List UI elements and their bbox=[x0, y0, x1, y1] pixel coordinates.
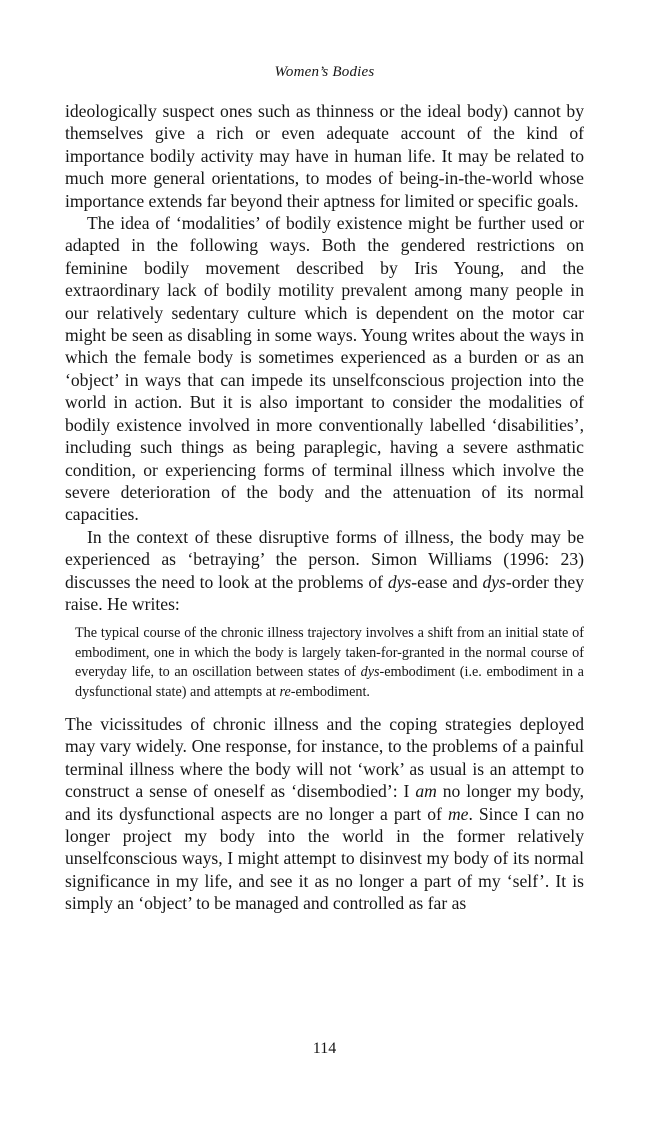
paragraph-3-text-b: -ease and bbox=[411, 571, 483, 592]
emphasis-dys-ease: dys bbox=[387, 571, 412, 592]
paragraph-3 bbox=[65, 526, 584, 616]
paragraph-4-text-a: The vicissitudes of chronic illness and the coping strategies deployed may vary widely. One response, for instance, to the problems of a painful terminal illness where the body will not ‘work’ as usual is an attempt to construct a sense of oneself as ‘disembodied’: I bbox=[65, 713, 584, 802]
emphasis-dys-embodiment: dys bbox=[360, 664, 380, 681]
paragraph-3-text-c: -order they raise. He writes: bbox=[65, 571, 584, 614]
quote-text-a: The typical course of the chronic illness trajectory involves a shift from an initial state of embodiment, one in which the body is largely taken-for-granted in the normal course of everyday life, to an oscillation between states of bbox=[75, 625, 584, 681]
paragraph-4-text-b: no longer my body, and its dysfunctional aspects are no longer a part of bbox=[65, 781, 584, 824]
paragraph-1: ideologically suspect ones such as thinness or the ideal body) cannot by themselves give a rich or even adequate account of the kind of importance bodily activity may have in human life. It may be related to much more general orientations, to modes of being-in-the-world whose importance extends far beyond their aptness for limited or specific goals. bbox=[65, 101, 584, 211]
running-head: Women’s Bodies bbox=[274, 64, 375, 80]
quote-text-c: -embodiment. bbox=[290, 683, 370, 700]
emphasis-am: am bbox=[415, 781, 437, 802]
paragraph-3-text-a: In the context of these disruptive forms of illness, the body may be experienced as ‘betraying’ the person. Simon Williams (1996: 23) discusses the need to look at the problems of bbox=[65, 526, 584, 592]
emphasis-dys-order: dys bbox=[482, 571, 506, 592]
paragraph-4-text-c: . Since I can no longer project my body into the world in the former relatively unselfconscious ways, I might attempt to disinvest my body of its normal significance in my life, and see it as no longer a part of my ‘self’. It is simply an ‘object’ to be managed and controlled as far as bbox=[65, 803, 585, 914]
quote-text-b: -embodiment (i.e. embodiment in a dysfunctional state) and attempts at bbox=[75, 664, 584, 700]
body-text bbox=[65, 100, 584, 915]
block-quote bbox=[75, 624, 584, 702]
paragraph-2: The idea of ‘modalities’ of bodily existence might be further used or adapted in the following ways. Both the gendered restrictions on feminine bodily movement described by Iris Young, and the extraordinary lack of bodily motility prevalent among many people in our relatively sedentary culture which is dependent on the motor car might be seen as disabling in some ways. Young writes about the ways in which the female body is sometimes experienced as a burden or as an ‘object’ in ways that can impede its unselfconscious projection into the world in action. But it is also important to consider the modalities of bodily existence involved in more conventionally labelled ‘disabilities’, including such things as being paraplegic, having a severe asthmatic condition, or experiencing forms of terminal illness which involve the severe deterioration of the body and the attenuation of its normal capacities. bbox=[65, 213, 584, 525]
page-number: 114 bbox=[312, 1040, 337, 1057]
emphasis-me: me bbox=[447, 803, 469, 824]
paragraph-4 bbox=[65, 713, 584, 915]
emphasis-re-embodiment: re bbox=[279, 683, 291, 700]
